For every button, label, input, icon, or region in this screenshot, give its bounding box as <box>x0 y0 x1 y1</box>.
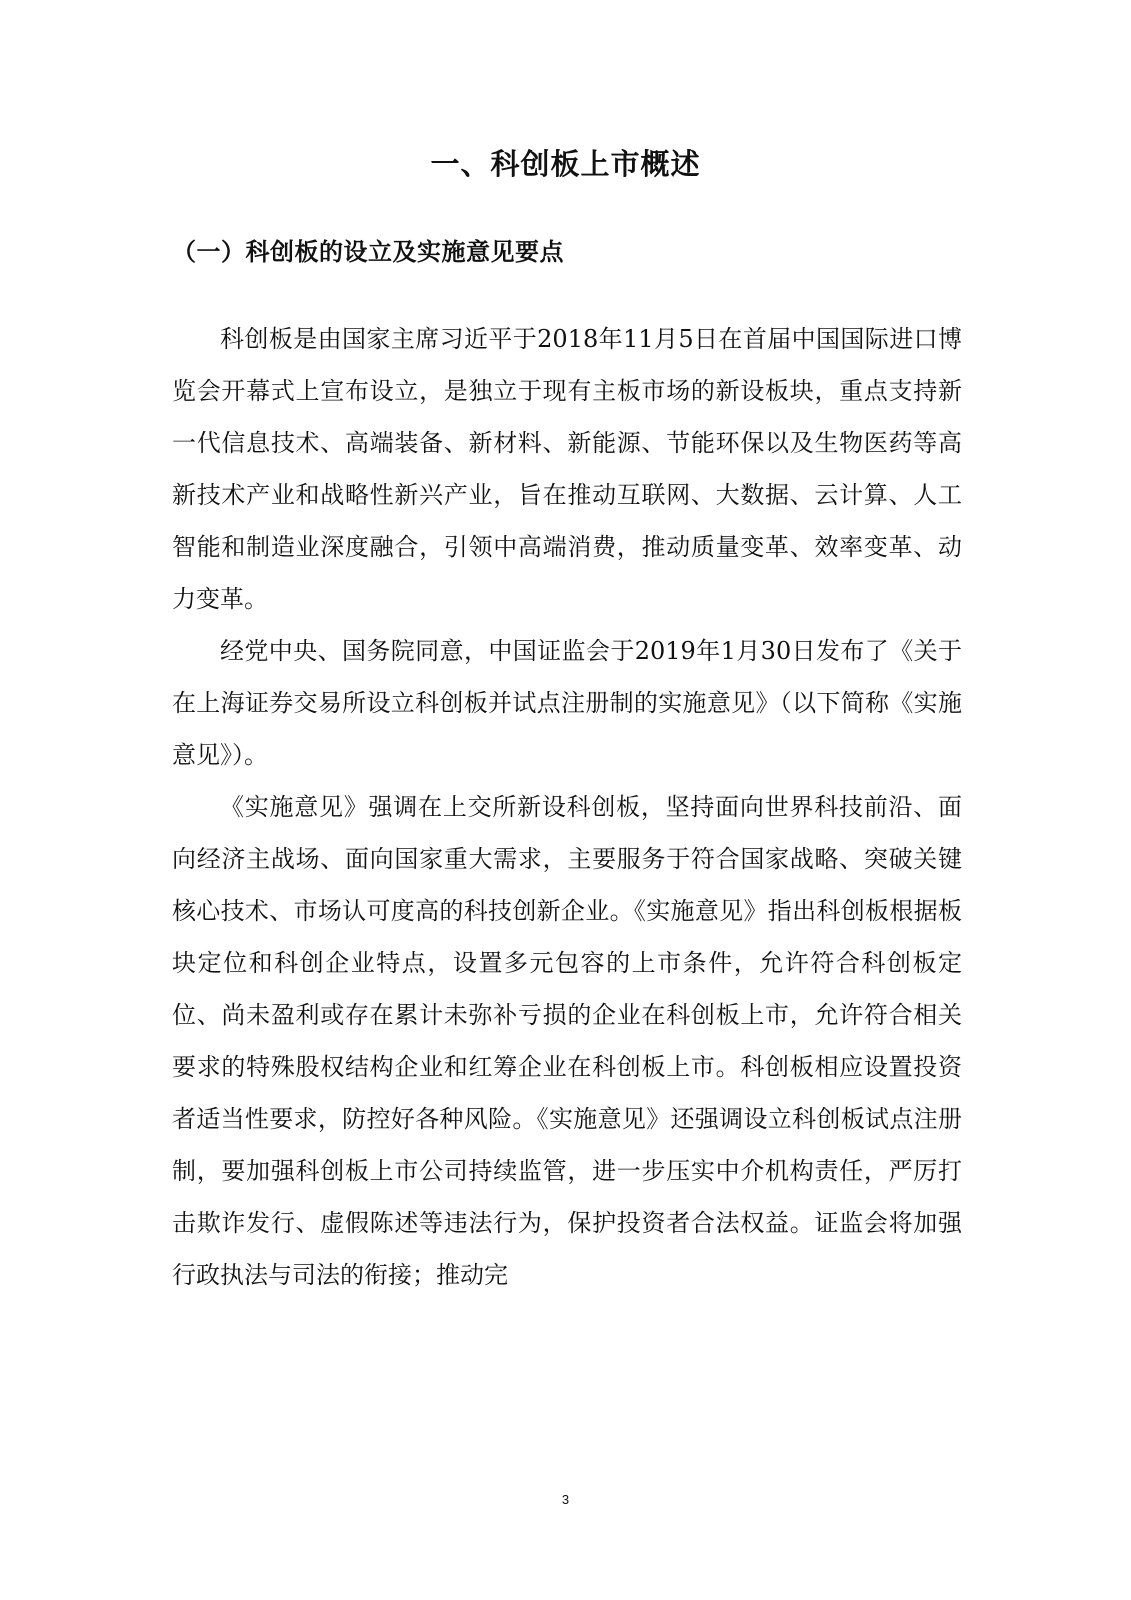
section-title: （一）科创板的设立及实施意见要点 <box>172 237 564 266</box>
paragraph: 《实施意见》强调在上交所新设科创板，坚持面向世界科技前沿、面向经济主战场、面向国家重大需求，主要服务于符合国家战略、突破关键核心技术、市场认可度高的科技创新企业。《实施意见》指出科创板根据板块定位和科创企业特点，设置多元包容的上市条件，允许符合科创板定位、尚未盈利或存在累计未弥补亏损的企业在科创板上市，允许符合相关要求的特殊股权结构企业和红筹企业在科创板上市。科创板相应设置投资者适当性要求，防控好各种风险。《实施意见》还强调设立科创板试点注册制，要加强科创板上市公司持续监管，进一步压实中介机构责任，严厉打击欺诈发行、虚假陈述等违法行为，保护投资者合法权益。证监会将加强行政执法与司法的衔接；推动完 <box>172 793 962 1289</box>
page-number: 3 <box>561 1492 570 1507</box>
body-text <box>172 313 962 1301</box>
chapter-title: 一、科创板上市概述 <box>430 147 701 181</box>
paragraph: 科创板是由国家主席习近平于2018年11月5日在首届中国国际进口博览会开幕式上宣布设立，是独立于现有主板市场的新设板块，重点支持新一代信息技术、高端装备、新材料、新能源、节能环保以及生物医药等高新技术产业和战略性新兴产业，旨在推动互联网、大数据、云计算、人工智能和制造业深度融合，引领中高端消费，推动质量变革、效率变革、动力变革。 <box>172 325 962 613</box>
paragraph: 经党中央、国务院同意，中国证监会于2019年1月30日发布了《关于在上海证券交易所设立科创板并试点注册制的实施意见》（以下简称《实施意见》）。 <box>172 637 962 769</box>
